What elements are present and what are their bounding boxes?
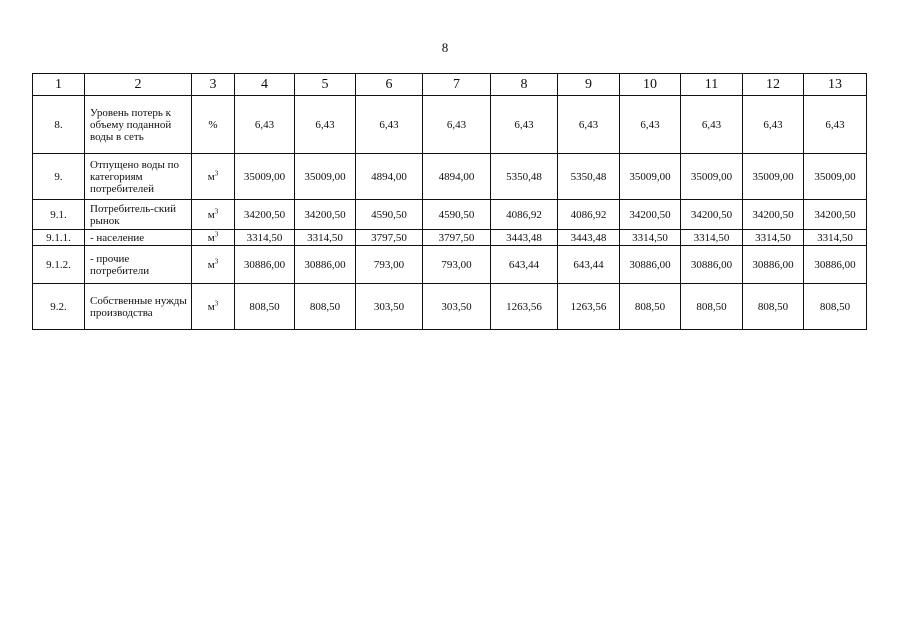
value-cell: 34200,50	[235, 200, 295, 230]
header-cell: 8	[491, 74, 558, 96]
value-cell: 303,50	[423, 284, 491, 330]
row-name: Потребитель-ский рынок	[85, 200, 192, 230]
value-cell: 30886,00	[235, 246, 295, 284]
value-cell: 35009,00	[804, 154, 867, 200]
header-cell: 12	[743, 74, 804, 96]
row-unit: $м^3$	[192, 284, 235, 330]
row-number: 9.1.2.	[33, 246, 85, 284]
header-cell: 6	[356, 74, 423, 96]
value-cell: 6,43	[804, 96, 867, 154]
value-cell: 1263,56	[558, 284, 620, 330]
row-unit: $м^3$	[192, 230, 235, 246]
row-unit: $м^3$	[192, 154, 235, 200]
value-cell: 6,43	[558, 96, 620, 154]
value-cell: 5350,48	[491, 154, 558, 200]
table-row	[33, 200, 867, 230]
value-cell: 643,44	[558, 246, 620, 284]
value-cell: 4086,92	[491, 200, 558, 230]
table-row	[33, 230, 867, 246]
row-name: Собственные нужды производства	[85, 284, 192, 330]
value-cell: 3797,50	[356, 230, 423, 246]
value-cell: 3314,50	[295, 230, 356, 246]
table-row	[33, 154, 867, 200]
row-number: 9.2.	[33, 284, 85, 330]
header-cell: 1	[33, 74, 85, 96]
value-cell: 34200,50	[620, 200, 681, 230]
value-cell: 34200,50	[743, 200, 804, 230]
value-cell: 4894,00	[356, 154, 423, 200]
value-cell: 30886,00	[295, 246, 356, 284]
value-cell: 6,43	[423, 96, 491, 154]
value-cell: 808,50	[620, 284, 681, 330]
value-cell: 30886,00	[681, 246, 743, 284]
value-cell: 808,50	[295, 284, 356, 330]
value-cell: 4590,50	[423, 200, 491, 230]
value-cell: 6,43	[295, 96, 356, 154]
header-cell: 13	[804, 74, 867, 96]
table-row	[33, 246, 867, 284]
value-cell: 30886,00	[804, 246, 867, 284]
value-cell: 34200,50	[804, 200, 867, 230]
value-cell: 3314,50	[804, 230, 867, 246]
value-cell: 34200,50	[295, 200, 356, 230]
header-cell: 9	[558, 74, 620, 96]
value-cell: 793,00	[356, 246, 423, 284]
value-cell: 3314,50	[235, 230, 295, 246]
value-cell: 643,44	[491, 246, 558, 284]
table-row	[33, 284, 867, 330]
value-cell: 3797,50	[423, 230, 491, 246]
value-cell: 303,50	[356, 284, 423, 330]
value-cell: 35009,00	[743, 154, 804, 200]
row-name: Уровень потерь к объему поданной воды в сеть	[85, 96, 192, 154]
value-cell: 808,50	[235, 284, 295, 330]
value-cell: 6,43	[743, 96, 804, 154]
value-cell: 6,43	[681, 96, 743, 154]
header-cell: 5	[295, 74, 356, 96]
row-number: 9.1.1.	[33, 230, 85, 246]
row-unit: $м^3$	[192, 246, 235, 284]
page-number: 8	[441, 40, 449, 55]
value-cell: 35009,00	[235, 154, 295, 200]
value-cell: 4894,00	[423, 154, 491, 200]
value-cell: 35009,00	[681, 154, 743, 200]
header-cell: 2	[85, 74, 192, 96]
value-cell: 5350,48	[558, 154, 620, 200]
value-cell: 808,50	[743, 284, 804, 330]
value-cell: 808,50	[804, 284, 867, 330]
value-cell: 1263,56	[491, 284, 558, 330]
header-cell: 7	[423, 74, 491, 96]
value-cell: 6,43	[356, 96, 423, 154]
header-cell: 3	[192, 74, 235, 96]
value-cell: 4086,92	[558, 200, 620, 230]
row-name: - прочие потребители	[85, 246, 192, 284]
header-cell: 10	[620, 74, 681, 96]
table-row	[33, 96, 867, 154]
value-cell: 35009,00	[295, 154, 356, 200]
value-cell: 3443,48	[491, 230, 558, 246]
row-name: Отпущено воды по категориям потребителей	[85, 154, 192, 200]
table-header-row	[33, 74, 867, 96]
row-unit: %	[192, 96, 235, 154]
value-cell: 793,00	[423, 246, 491, 284]
value-cell: 808,50	[681, 284, 743, 330]
header-cell: 11	[681, 74, 743, 96]
row-number: 8.	[33, 96, 85, 154]
value-cell: 35009,00	[620, 154, 681, 200]
header-cell: 4	[235, 74, 295, 96]
row-number: 9.1.	[33, 200, 85, 230]
value-cell: 6,43	[235, 96, 295, 154]
value-cell: 4590,50	[356, 200, 423, 230]
row-unit: $м^3$	[192, 200, 235, 230]
value-cell: 3443,48	[558, 230, 620, 246]
value-cell: 30886,00	[620, 246, 681, 284]
value-cell: 6,43	[620, 96, 681, 154]
row-name: - население	[85, 230, 192, 246]
value-cell: 3314,50	[620, 230, 681, 246]
value-cell: 3314,50	[743, 230, 804, 246]
value-cell: 34200,50	[681, 200, 743, 230]
data-table	[32, 73, 867, 330]
value-cell: 30886,00	[743, 246, 804, 284]
value-cell: 3314,50	[681, 230, 743, 246]
row-number: 9.	[33, 154, 85, 200]
value-cell: 6,43	[491, 96, 558, 154]
